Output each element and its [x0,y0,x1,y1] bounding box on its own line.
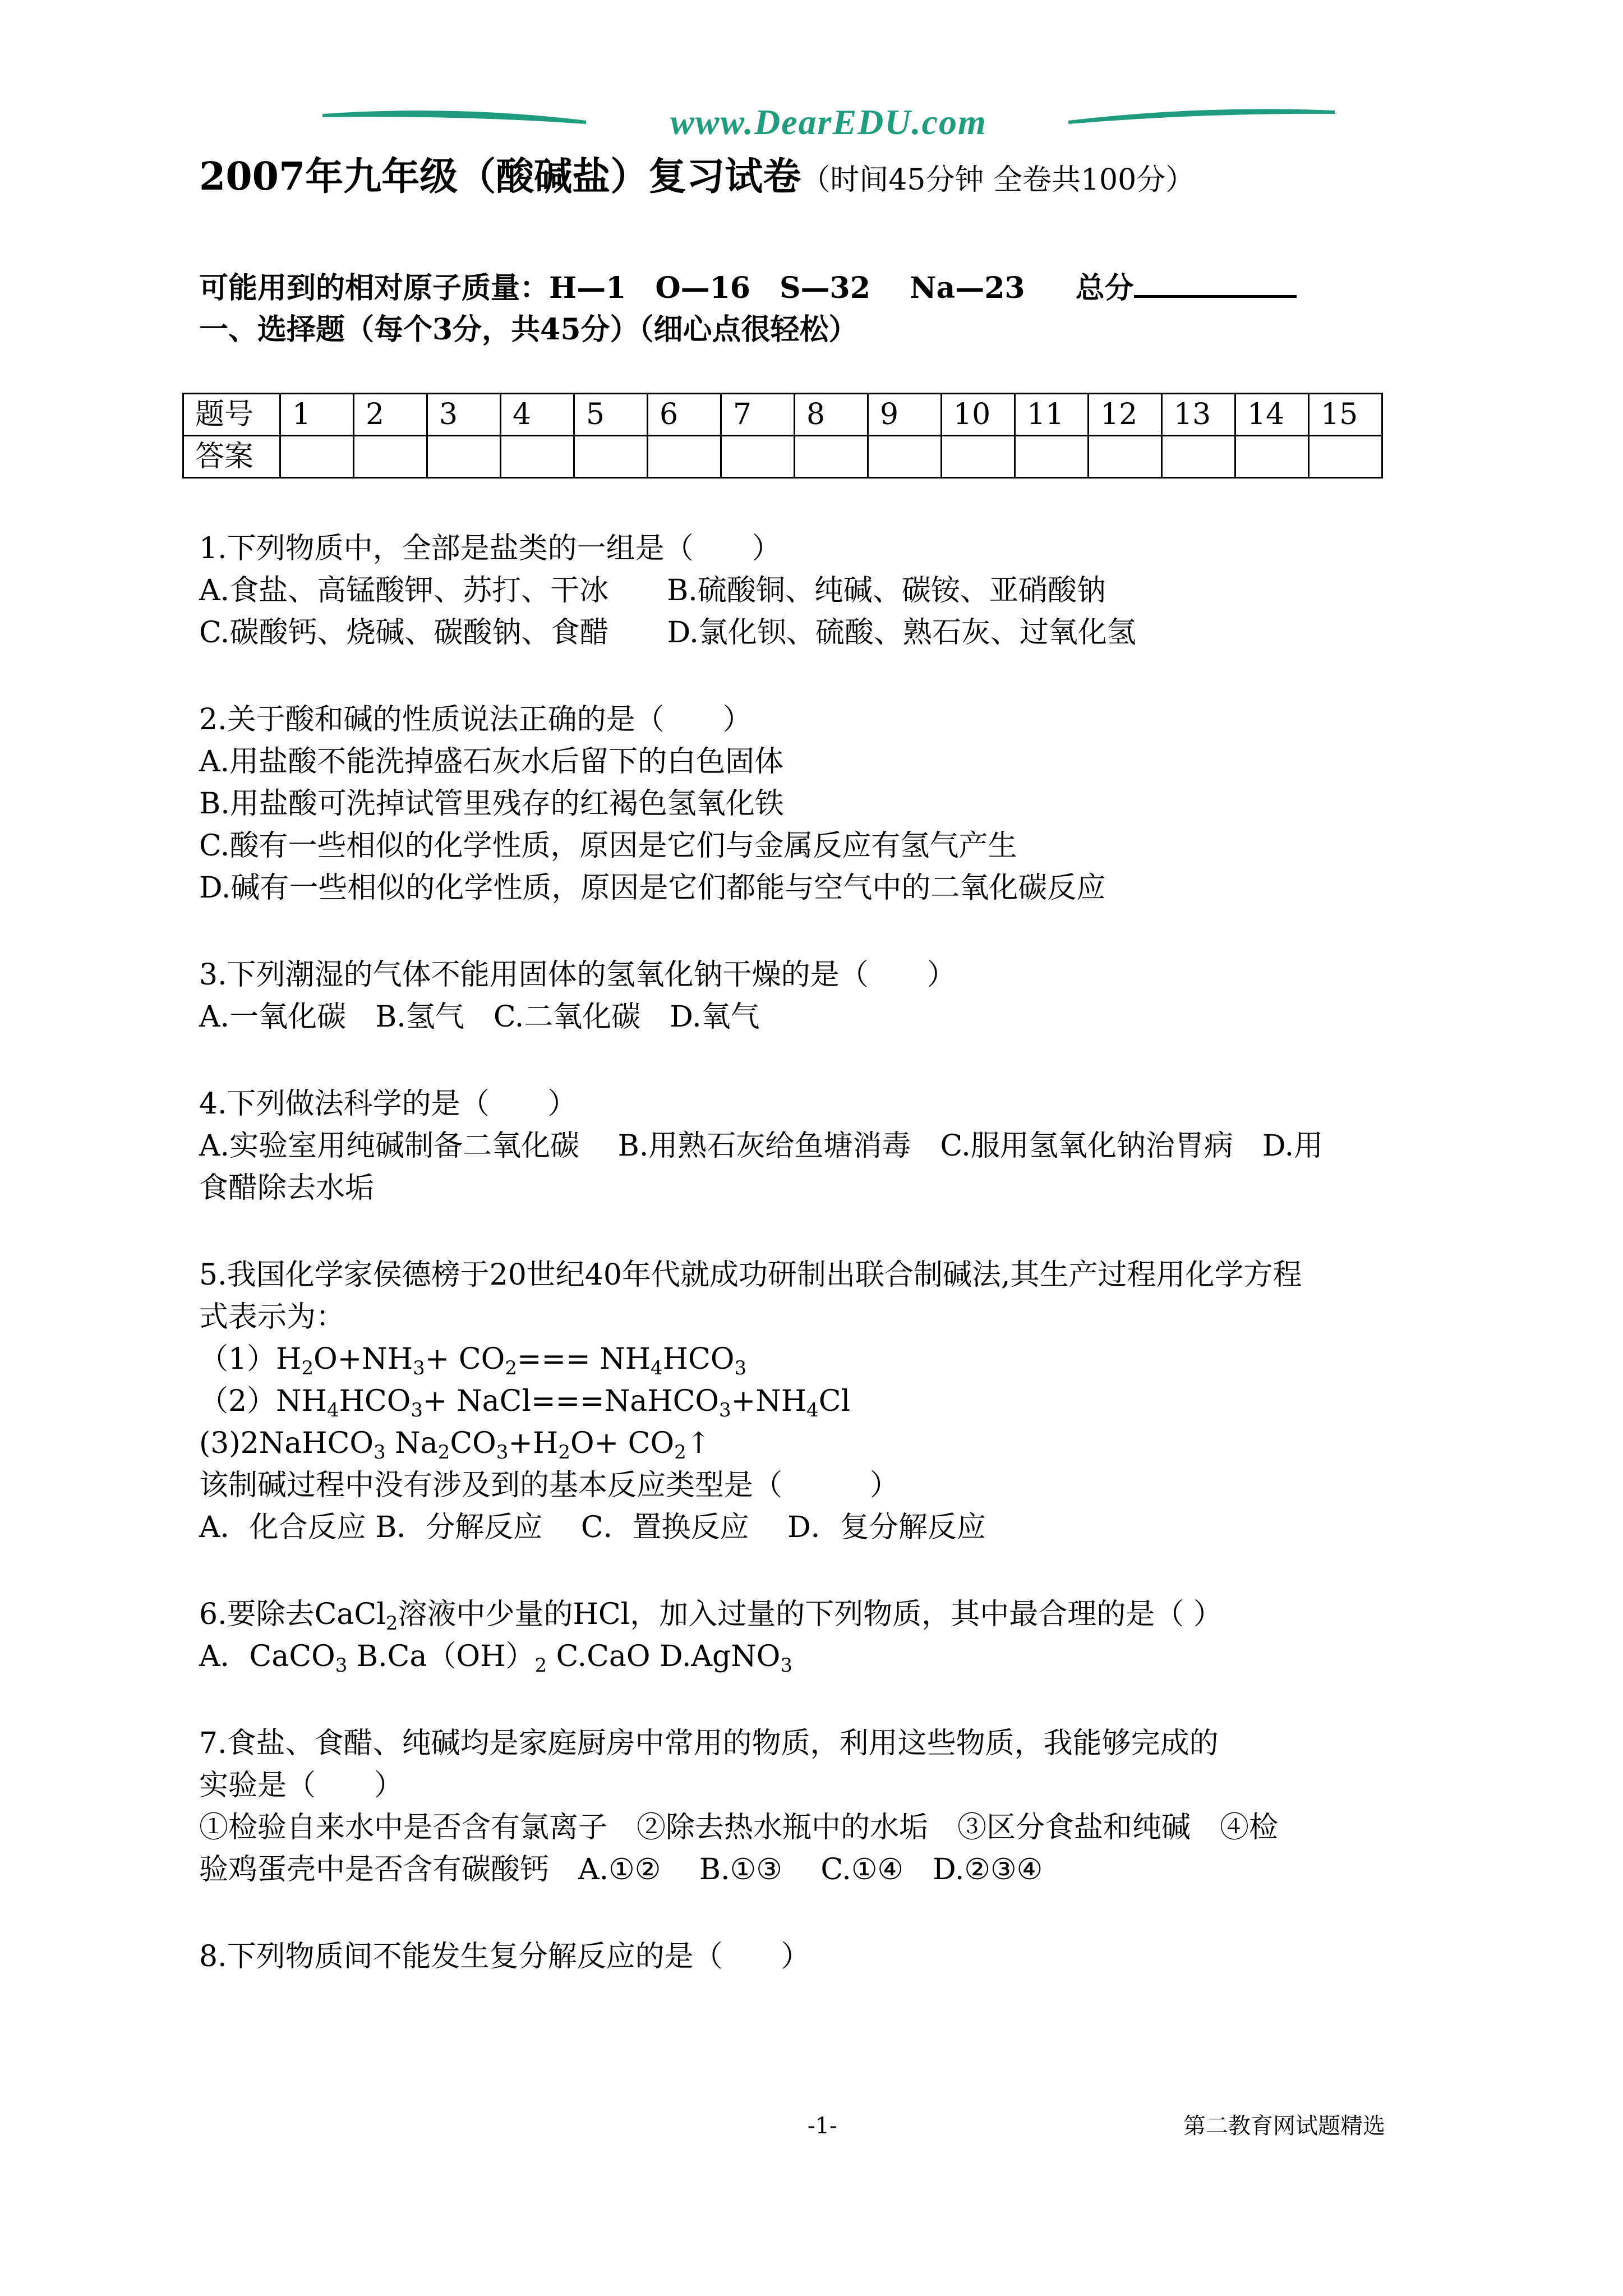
table-cell-number: 12 [1089,394,1162,436]
answer-cell[interactable] [942,436,1015,478]
section-heading: 一、选择题（每个3分，共45分）（细心点很轻松） [199,312,858,347]
answer-cell[interactable] [795,436,868,478]
q5-stem-line1: 5.我国化学家侯德榜于20世纪40年代就成功研制出联合制碱法,其生产过程用化学方程 [199,1258,1302,1292]
q5-question: 该制碱过程中没有涉及到的基本反应类型是（ ） [199,1469,900,1502]
q4-stem: 4.下列做法科学的是（ ） [199,1087,577,1121]
answer-table-answer-row [183,436,1382,478]
q2-option-d: D.碱有一些相似的化学性质，原因是它们都能与空气中的二氧化碳反应 [199,871,1106,905]
table-cell-number: 8 [795,394,868,436]
answer-cell[interactable] [1309,436,1382,478]
q3-options: A.一氧化碳 B.氢气 C.二氧化碳 D.氧气 [199,1000,760,1034]
q1-options-cd: C.碳酸钙、烧碱、碳酸钠、食醋 D.氯化钡、硫酸、熟石灰、过氧化氢 [199,616,1136,650]
q3-stem: 3.下列潮湿的气体不能用固体的氢氧化钠干燥的是（ ） [199,958,956,992]
q2-stem: 2.关于酸和碱的性质说法正确的是（ ） [199,703,752,737]
q7-options-line1: ①检验自来水中是否含有氯离子 ②除去热水瓶中的水垢 ③区分食盐和纯碱 ④检 [199,1811,1279,1844]
answer-cell[interactable] [1235,436,1309,478]
table-cell-number: 11 [1015,394,1089,436]
q7-stem-line2: 实验是（ ） [199,1769,404,1802]
table-cell-number: 3 [427,394,501,436]
table-cell-number: 4 [501,394,574,436]
table-cell-number: 10 [942,394,1015,436]
answer-table-number-row [183,394,1382,436]
answer-cell[interactable] [648,436,721,478]
footer-source: 第二教育网试题精选 [1183,2113,1385,2139]
title-note: （时间45分钟 全卷共100分） [801,163,1195,197]
q5-options: A．化合反应 B．分解反应 C．置换反应 D．复分解反应 [199,1511,986,1544]
page-title [199,149,1195,208]
q5-equation-2: $(2)NH_4HCO_3+$ $NaCl===NaHCO_3+NH_4Cl$ [199,1384,851,1421]
answer-cell[interactable] [501,436,574,478]
table-cell-number: 1 [280,394,354,436]
q2-option-c: C.酸有一些相似的化学性质，原因是它们与金属反应有氢气产生 [199,829,1017,863]
table-cell-number: 2 [354,394,427,436]
q5-stem-line2: 式表示为： [199,1300,345,1334]
table-cell-number: 7 [721,394,795,436]
q4-options-line2: 食醋除去水垢 [199,1171,375,1205]
q7-options-line2: 验鸡蛋壳中是否含有碳酸钙 A.①② B.①③ C.①④ D.②③④ [199,1853,1043,1887]
atomic-masses: 可能用到的相对原子质量：H—1 O—16 S—32 Na—23 [199,271,1025,305]
page-number: -1- [808,2113,837,2139]
site-logo [322,100,1335,150]
answer-cell[interactable] [280,436,354,478]
q5-equation-1: $(1)H_2O+NH_3+ CO_2=== NH_4HCO_3$ [199,1342,747,1379]
q2-option-a: A.用盐酸不能洗掉盛石灰水后留下的白色固体 [199,745,784,779]
table-row-label: 题号 [183,394,280,436]
title-main: 2007年九年级（酸碱盐）复习试卷 [199,154,801,199]
q2-option-b: B.用盐酸可洗掉试管里残存的红褐色氢氧化铁 [199,787,784,821]
answer-table [182,393,1383,478]
answer-cell[interactable] [1015,436,1089,478]
q6-options: A．CaCO$_3$ $B.Ca(OH)_2$ C.CaO D.AgNO$_3$ [199,1640,793,1677]
answer-cell[interactable] [1089,436,1162,478]
atomic-mass-line [199,264,1297,310]
answer-cell[interactable] [427,436,501,478]
table-row-label: 答案 [183,436,280,478]
answer-cell[interactable] [721,436,795,478]
table-cell-number: 5 [574,394,648,436]
answer-cell[interactable] [868,436,942,478]
q1-options-ab: A.食盐、高锰酸钾、苏打、干冰 B.硫酸铜、纯碱、碳铵、亚硝酸钠 [199,574,1106,608]
q5-equation-3: (3)2NaHCO$_3$ $Na_2CO_3+H_2O+$ $CO_2↑$ [199,1427,711,1464]
site-logo-text: www.DearEDU.com [670,102,987,142]
answer-cell[interactable] [354,436,427,478]
table-cell-number: 6 [648,394,721,436]
table-cell-number: 14 [1235,394,1309,436]
q4-options-line1: A.实验室用纯碱制备二氧化碳 B.用熟石灰给鱼塘消毒 C.服用氢氧化钠治胃病 D.用 [199,1129,1324,1163]
total-score-blank[interactable] [1134,264,1297,298]
answer-cell[interactable] [1162,436,1235,478]
table-cell-number: 15 [1309,394,1382,436]
answer-cell[interactable] [574,436,648,478]
q7-stem-line1: 7.食盐、食醋、纯碱均是家庭厨房中常用的物质，利用这些物质，我能够完成的 [199,1727,1219,1760]
q6-stem: 6.要除去CaCl$_2$溶液中少量的HCl，加入过量的下列物质，其中最合理的是（ ） [199,1598,1223,1635]
q8-stem: 8.下列物质间不能发生复分解反应的是（ ） [199,1940,810,1973]
table-cell-number: 9 [868,394,942,436]
q1-stem: 1.下列物质中，全部是盐类的一组是（ ） [199,532,781,565]
table-cell-number: 13 [1162,394,1235,436]
total-score-label: 总分 [1075,271,1134,305]
